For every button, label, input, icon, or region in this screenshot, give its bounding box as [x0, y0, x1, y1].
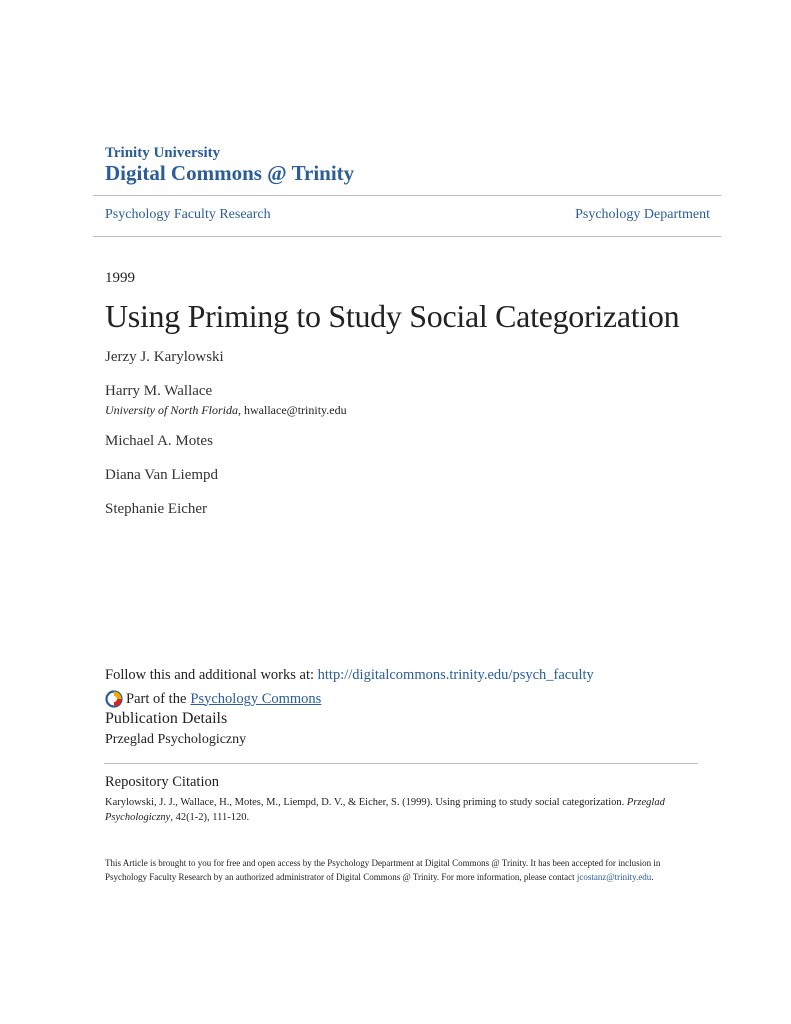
access-notice-end: . [651, 872, 654, 882]
university-name: Trinity University [105, 145, 221, 161]
follow-text: Follow this and additional works at: [105, 667, 318, 683]
author-name: Jerzy J. Karylowski [105, 349, 224, 365]
collection-url-link[interactable]: http://digitalcommons.trinity.edu/psych_faculty [317, 667, 594, 683]
follow-line [105, 667, 594, 684]
affiliation-institution: University of North Florida [105, 403, 238, 417]
psychology-commons-link[interactable]: Psychology Commons [190, 690, 322, 707]
author-name: Diana Van Liempd [105, 467, 219, 483]
author-name: Harry M. Wallace [105, 383, 213, 399]
part-of-text: Part of the [126, 690, 187, 707]
access-notice-text: This Article is brought to you for free and open access by the Psychology Department at Digital Commons @ Trinity. It has been accepted for inclusion in Psychology Faculty Research by an authorized administrator of Digital Commons @ Trinity. For more information, please contact [105, 858, 661, 882]
psychology-department-link[interactable]: Psychology Department [575, 207, 710, 222]
part-of-line [105, 690, 321, 708]
citation-volume: , 42(1-2), 111-120. [170, 812, 250, 823]
repository-name[interactable]: Digital Commons @ Trinity [105, 161, 355, 185]
publication-year: 1999 [105, 270, 135, 286]
psychology-faculty-research-link[interactable]: Psychology Faculty Research [105, 207, 271, 222]
publication-details-value: Przeglad Psychologiczny [105, 732, 247, 747]
nav-divider [93, 236, 721, 237]
citation-main: Karylowski, J. J., Wallace, H., Motes, M., Liempd, D. V., & Eicher, S. (1999). Using priming to study social categorization. [105, 797, 627, 808]
repository-citation-text [105, 795, 675, 825]
citation-journal: Przeglad Psychologiczny [105, 797, 665, 823]
contact-email-link[interactable]: jcostanz@trinity.edu [576, 872, 652, 882]
article-title: Using Priming to Study Social Categorization [105, 298, 680, 334]
author-affiliation [105, 403, 347, 418]
repository-citation-heading: Repository Citation [105, 774, 219, 790]
author-name: Stephanie Eicher [105, 501, 208, 517]
citation-divider [104, 763, 698, 764]
commons-network-icon [105, 690, 123, 708]
access-notice [105, 856, 695, 884]
author-name: Michael A. Motes [105, 433, 213, 449]
publication-details-heading: Publication Details [105, 710, 228, 727]
author-email: , hwallace@trinity.edu [238, 403, 347, 417]
header-divider [93, 195, 721, 196]
